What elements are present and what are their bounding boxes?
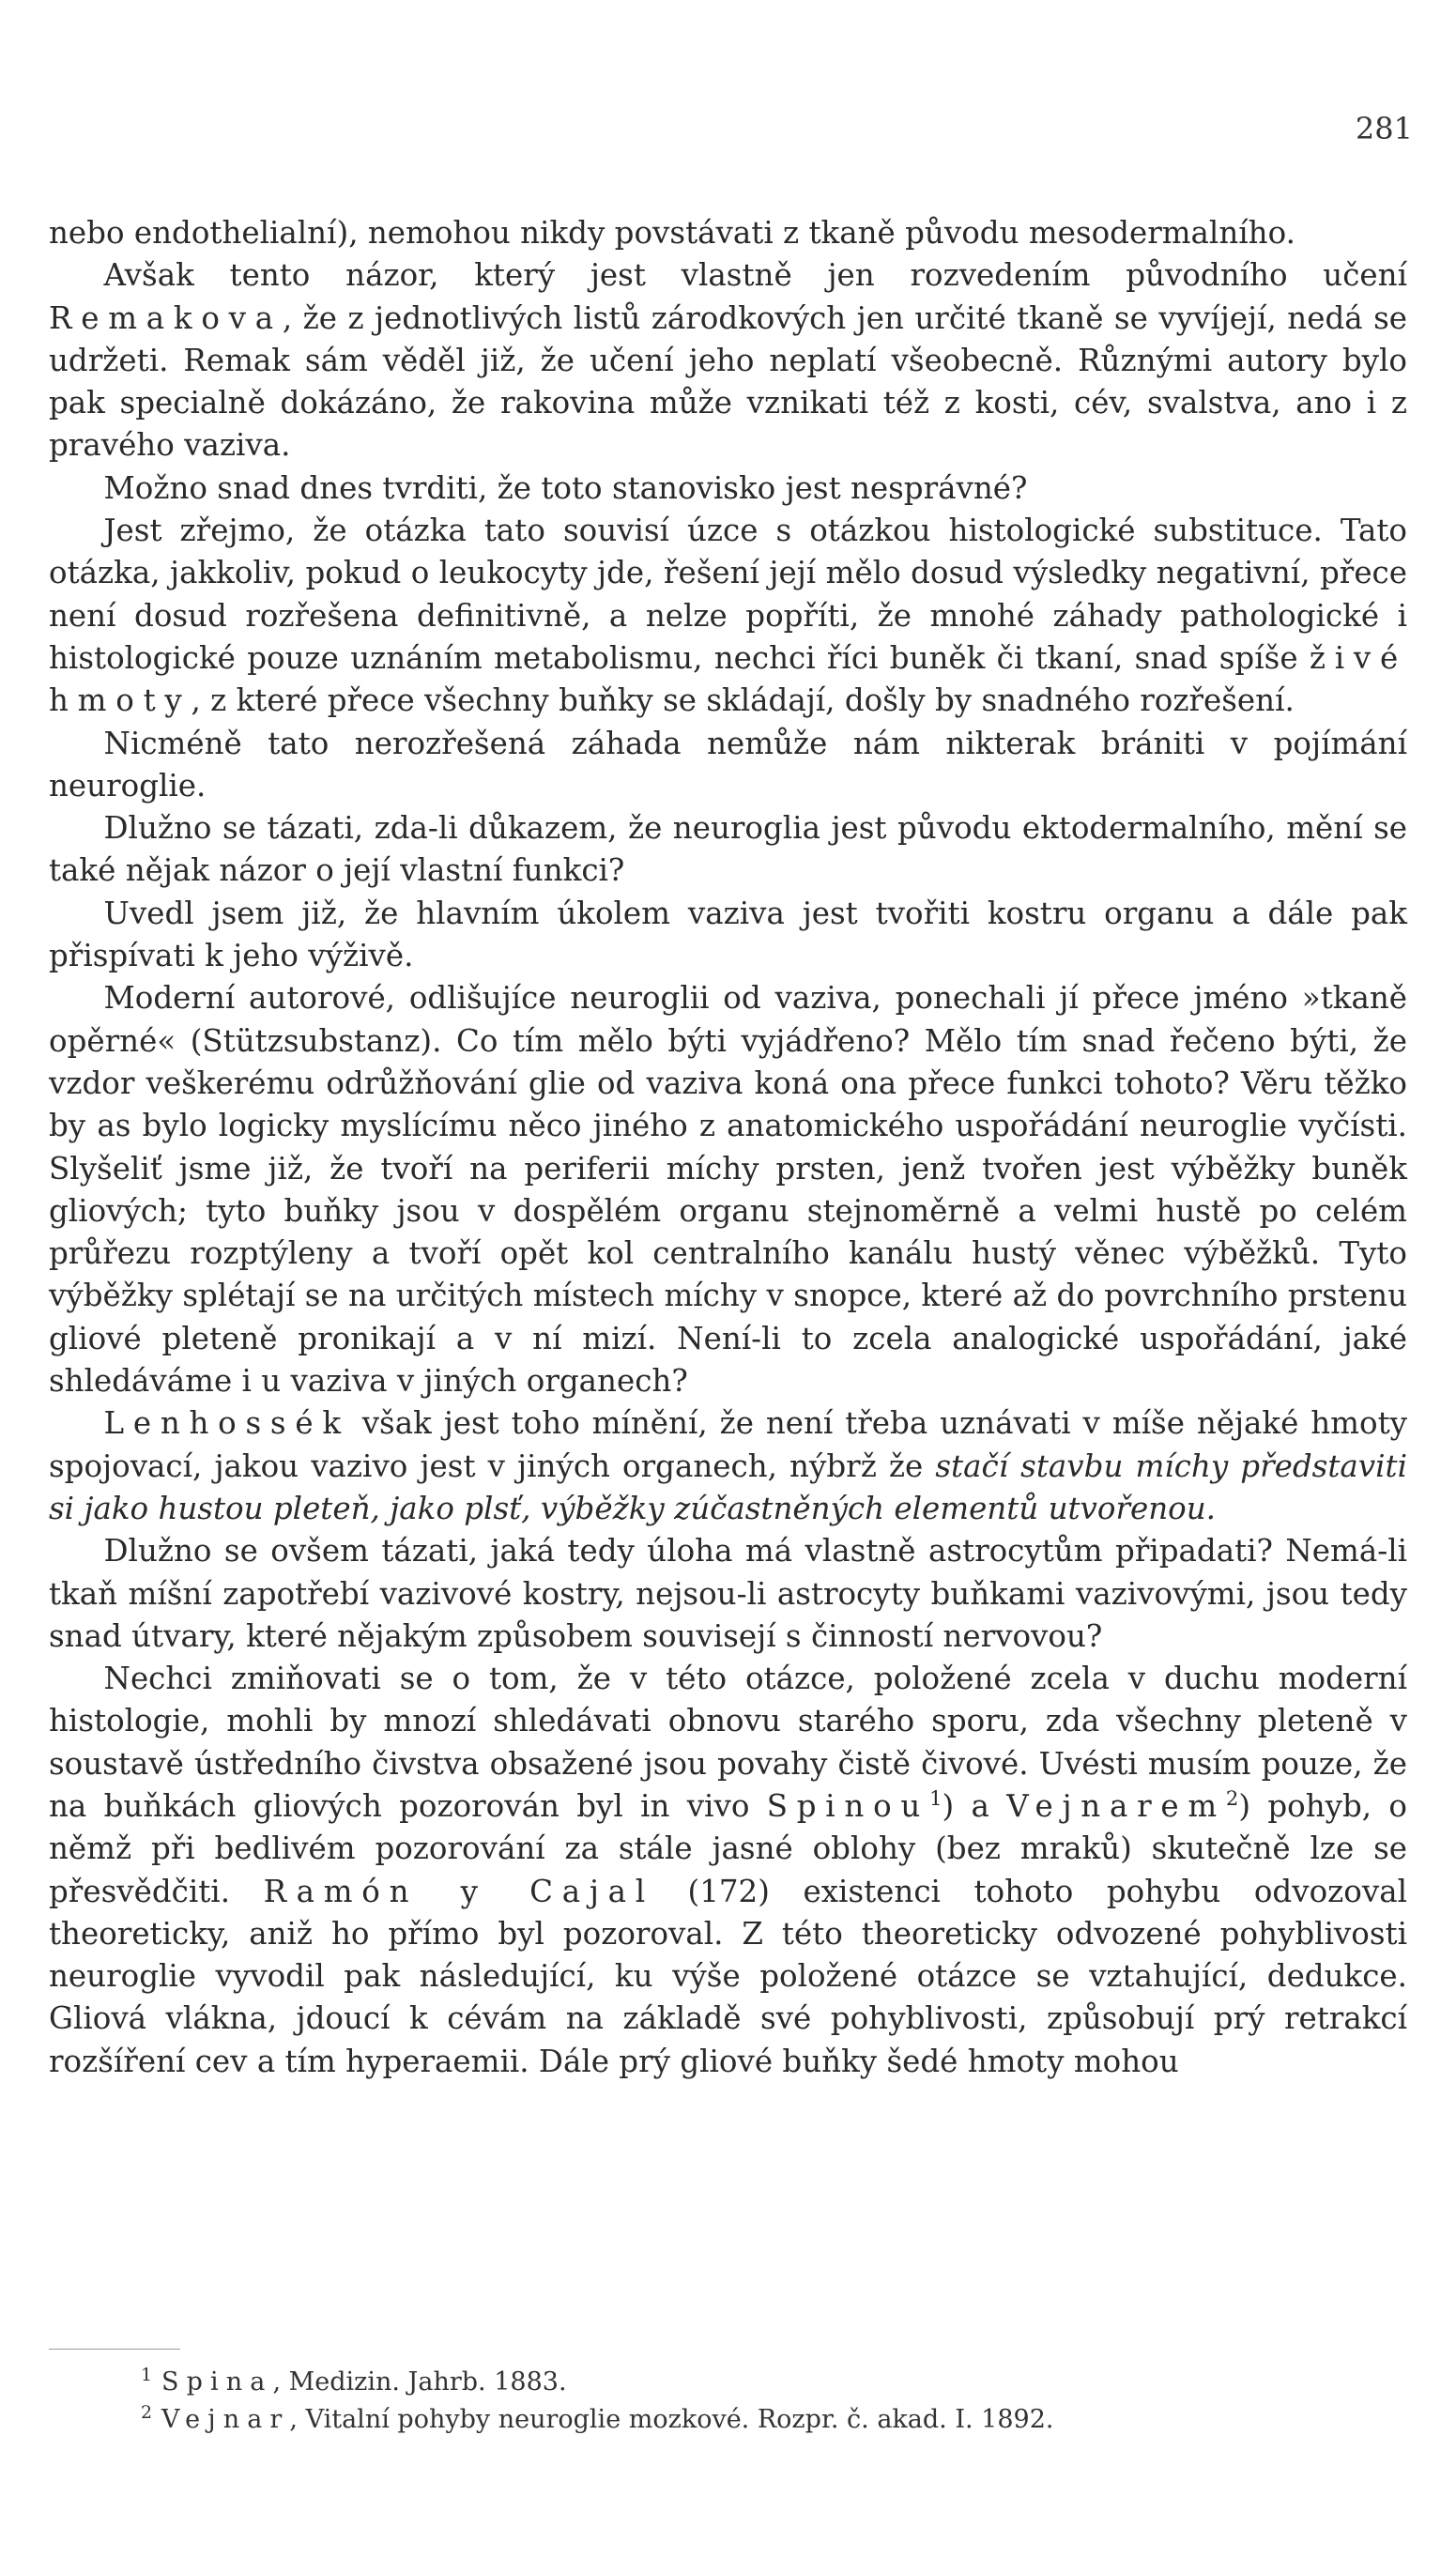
paragraph-3: Možno snad dnes tvrditi, že toto stanovisko jest nesprávné? — [103, 469, 1028, 506]
footnote-ref-1: 1 — [929, 1786, 943, 1811]
body-text — [49, 212, 1407, 2083]
paragraph-7: Uvedl jsem již, že hlavním úkolem vaziva jest tvořiti kostru organu a dále pak přispívati k jeho výživě. — [49, 895, 1407, 974]
paragraph-8: Moderní autorové, odlišujíce neuroglii od vaziva, ponechali jí přece jméno »tkaně opěrné« (Stützsubstanz). Co tím mělo býti vyjádřeno? Mělo tím snad řečeno býti, že vzdor veškerému odrůžňování glie od vaziva koná ona přece funkci tohoto? Věru těžko by as bylo logicky myslícímu něco jiného z anatomického uspořádání neuroglie vyčísti. Slyšeliť jsme již, že tvoří na periferii míchy prsten, jenž tvořen jest výběžky buněk gliových; tyto buňky jsou v dospělém organu stejnoměrně a velmi hustě po celém průřezu rozptýleny a tvoří opět kol centralního kanálu hustý věnec výběžků. Tyto výběžky splétají se na určitých místech míchy v snopce, které až do povrchního prstenu gliové pleteně pronikají a v ní mizí. Není-li to zcela analogické uspořádání, jaké shledáváme i u vaziva v jiných organech? — [49, 980, 1407, 1400]
footnote-1: $^1$ Spina, Medizin. Jahrb. 1883. — [141, 2365, 567, 2397]
paragraph-6: Dlužno se tázati, zda-li důkazem, že neuroglia jest původu ektodermalního, mění se také nějak názor o její vlastní funkci? — [49, 810, 1407, 889]
paragraph-10: Dlužno se ovšem tázati, jaká tedy úloha má vlastně astrocytům připadati? Nemá-li tkaň míšní zapotřebí vazivové kostry, nejsou-li astrocyty buňkami vazivovými, jsou tedy snad útvary, které nějakým způsobem souvisejí s činností nervovou? — [49, 1533, 1407, 1654]
footnote-2: $^2$ Vejnar, Vitalní pohyby neuroglie mozkové. Rozpr. č. akad. I. 1892. — [141, 2402, 1054, 2434]
paragraph-5: Nicméně tato nerozřešená záhada nemůže nám nikterak brániti v pojímání neuroglie. — [49, 725, 1407, 804]
author-name-ramon-y-cajal: Ramón y Cajal — [263, 1873, 654, 1909]
author-name-remak: Remakova — [49, 299, 283, 336]
paragraph-9: Lenhossék však jest toho mínění, že není třeba uznávati v míše nějaké hmoty spojovací, jakou vazivo jest v jiných organech, nýbrž že stačí stavbu míchy představiti si jako hustou pleteň, jako plsť, výběžky zúčastněných elementů utvořenou. — [49, 1405, 1407, 1526]
page-number: 281 — [1355, 111, 1413, 146]
paragraph-11: Nechci zmiňovati se o tom, že v této otázce, položené zcela v duchu moderní histologie, mohli by mnozí shledávati obnovu starého sporu, zda všechny pleteně v soustavě ústředního čivstva obsažené jsou povahy čistě čivové. Uvésti musím pouze, že na buňkách gliových pozorován byl in vivo Spinou$^1$) a Vejnarem$^2$) pohyb, o němž při bedlivém pozorování za stále jasné oblohy (bez mraků) skutečně lze se přesvědčiti. Ramón y Cajal (172) existenci tohoto pohybu odvozoval theoreticky, aniž ho přímo byl pozoroval. Z této theoreticky odvozené pohyblivosti neuroglie vyvodil pak následující, ku výše položené otázce se vztahující, dedukce. Gliová vlákna, jdoucí k cévám na základě své pohyblivosti, způsobují prý retrakcí rozšíření cev a tím hyperaemii. Dále prý gliové buňky šedé hmoty mohou — [49, 1661, 1408, 2079]
footnote-ref-2: 2 — [1225, 1786, 1239, 1811]
author-name-lenhossek: Lenhossék — [103, 1405, 350, 1442]
author-name-spina: Spinou — [766, 1787, 930, 1824]
italic-quote: stačí stavbu míchy představiti si jako hustou pleteň, jako plsť, výběžky zúčastněných elementů utvořenou. — [49, 1447, 1407, 1526]
paragraph-2: Avšak tento názor, který jest vlastně jen rozvedením původního učení Remakova, že z jednotlivých listů zárodkových jen určité tkaně se vyvíjejí, nedá se udržeti. Remak sám věděl již, že učení jeho neplatí všeobecně. Různými autory bylo pak specialně dokázáno, že rakovina může vznikati též z kosti, cév, svalstva, ano i z pravého vaziva. — [49, 257, 1407, 464]
footnote-divider — [49, 2349, 180, 2350]
spaced-term-live-matter: živé hmoty — [49, 639, 1407, 719]
footnotes — [141, 2364, 1361, 2439]
author-name-vejnar: Vejnarem — [1006, 1787, 1226, 1824]
paragraph-1: nebo endothelialní), nemohou nikdy povstávati z tkaně původu mesodermalního. — [49, 215, 1295, 251]
paragraph-4: Jest zřejmo, že otázka tato souvisí úzce s otázkou histologické substituce. Tato otázka, jakkoliv, pokud o leukocyty jde, řešení její mělo dosud výsledky negativní, přece není dosud rozřešena definitivně, a nelze popříti, že mnohé záhady pathologické i histologické pouze uznáním metabolismu, nechci říci buněk či tkaní, snad spíše živé hmoty, z které přece všechny buňky se skládají, došly by snadného rozřešení. — [49, 513, 1407, 719]
